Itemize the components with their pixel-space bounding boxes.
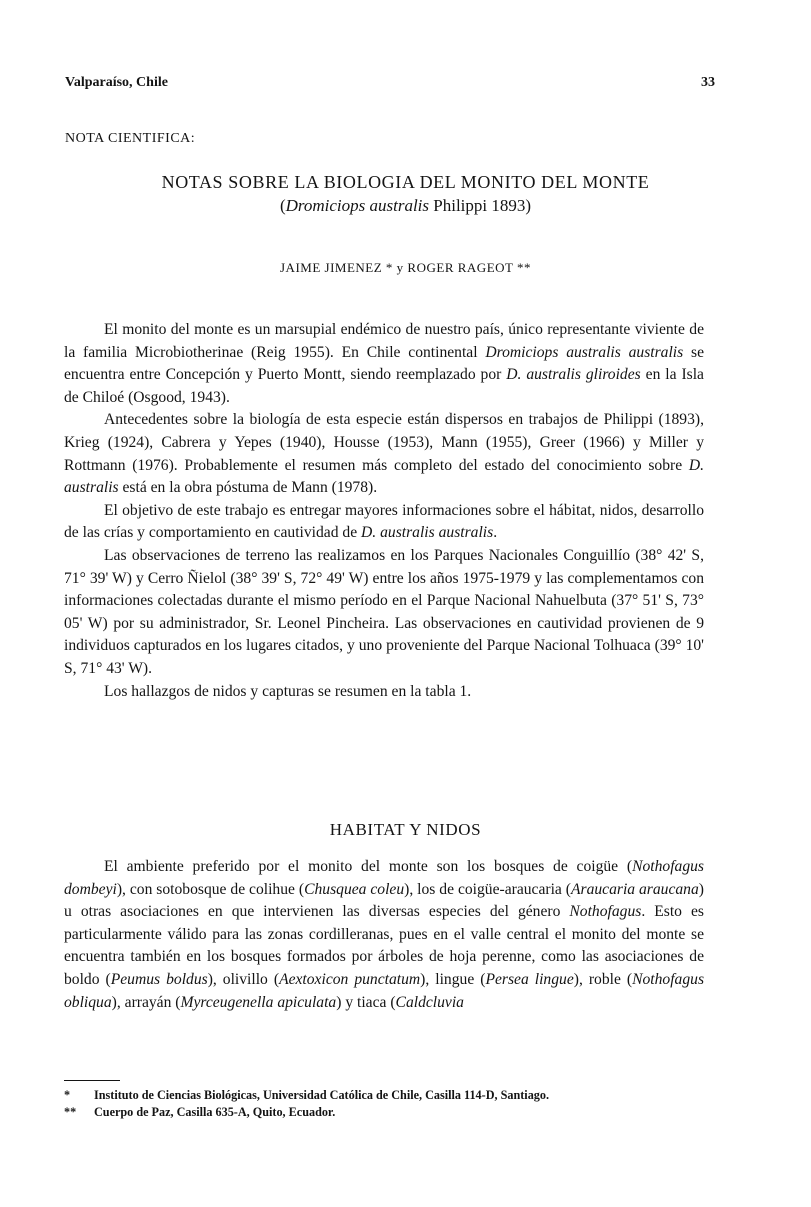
article-subtitle: [0, 196, 811, 216]
running-head-place: Valparaíso, Chile: [65, 75, 168, 90]
subtitle-open-paren: (: [279, 196, 286, 215]
subtitle-rest: Philippi 1893): [429, 196, 532, 215]
authors: JAIME JIMENEZ * y ROGER RAGEOT **: [280, 260, 531, 275]
footnote-divider: [64, 1080, 120, 1081]
footnote-marker: **: [64, 1105, 77, 1119]
subtitle-species: Dromiciops australis: [285, 196, 430, 215]
footnotes: [64, 1087, 710, 1121]
footnote-text: Cuerpo de Paz, Casilla 635-A, Quito, Ecuador.: [94, 1105, 336, 1119]
section-label: NOTA CIENTIFICA:: [65, 131, 196, 146]
running-header: [65, 75, 715, 91]
footnote: [64, 1104, 710, 1121]
section-heading-habitat: HABITAT Y NIDOS: [329, 820, 482, 839]
page-number: 33: [701, 75, 715, 90]
footnote-marker: *: [64, 1088, 71, 1102]
intro-paragraph-4: Las observaciones de terreno las realizamos en los Parques Nacionales Conguillío (38° 42' S, 71° 39' W) y Cerro Ñielol (38° 39' S, 72° 49' W) entre los años 1975-1979 y las complementamos con informaciones colectadas durante el mismo período en el Parque Nacional Nahuelbuta (37° 51' S, 73° 05' W) por su administrador, Sr. Leonel Pincheira. Las observaciones en cautividad provienen de 9 individuos capturados en los lugares citados, y uno proveniente del Parque Nacional Tolhuaca (39° 10' S, 71° 43' W).: [64, 546, 704, 677]
intro-paragraph-1: El monito del monte es un marsupial endémico de nuestro país, único representante viviente de la familia Microbiotherinae (Reig 1955). En Chile continental Dromiciops australis australis se encuentra entre Concepción y Puerto Montt, siendo reemplazado por D. australis gliroides en la Isla de Chiloé (Osgood, 1943).: [64, 321, 704, 406]
habitat-paragraph-1: El ambiente preferido por el monito del monte son los bosques de coigüe (Nothofagus dombeyi), con sotobosque de colihue (Chusquea coleu), los de coigüe-araucaria (Araucaria araucana) u otras asociaciones en que intervienen las diversas especies del género Nothofagus. Esto es particularmente válido para las zonas cordilleranas, pues en el valle central el monito del monte se encuentra también en los bosques formados por árboles de hoja perenne, como las asociaciones de boldo (Peumus boldus), olivillo (Aextoxicon punctatum), lingue (Persea lingue), roble (Nothofagus obliqua), arrayán (Myrceugenella apiculata) y tiaca (Caldcluvia: [64, 858, 705, 1011]
footnote-text: Instituto de Ciencias Biológicas, Universidad Católica de Chile, Casilla 114-D, Santiago.: [94, 1088, 550, 1102]
habitat-section: [64, 856, 704, 1014]
intro-section: [64, 319, 704, 703]
intro-paragraph-2: Antecedentes sobre la biología de esta especie están dispersos en trabajos de Philippi (1893), Krieg (1924), Cabrera y Yepes (1940), Housse (1953), Mann (1955), Greer (1966) y Miller y Rottmann (1976). Probablemente el resumen más completo del estado del conocimiento sobre D. australis está en la obra póstuma de Mann (1978).: [64, 411, 704, 497]
intro-paragraph-5: Los hallazgos de nidos y capturas se resumen en la tabla 1.: [104, 682, 472, 700]
article-title: NOTAS SOBRE LA BIOLOGIA DEL MONITO DEL MONTE: [161, 172, 650, 192]
footnote: [64, 1087, 710, 1104]
intro-paragraph-3: El objetivo de este trabajo es entregar mayores informaciones sobre el hábitat, nidos, desarrollo de las crías y comportamiento en cautividad de D. australis australis.: [64, 501, 704, 542]
